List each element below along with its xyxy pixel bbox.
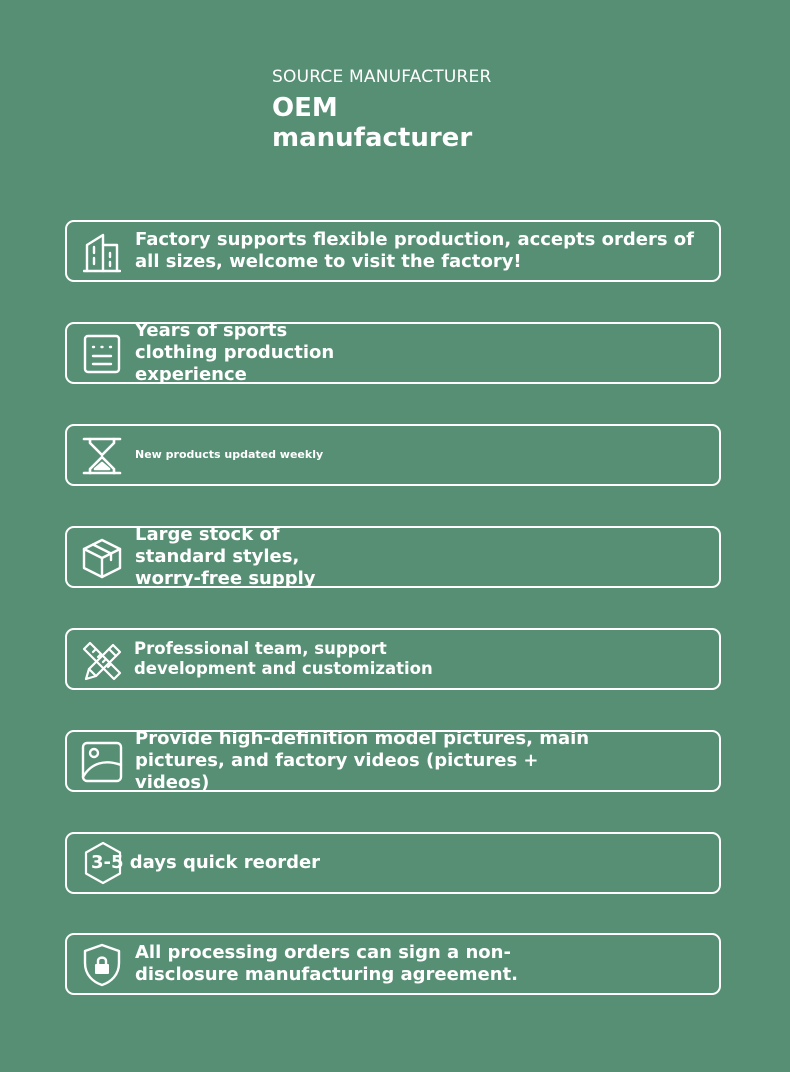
feature-text: All processing orders can sign a non-disclosure manufacturing agreement. (135, 942, 519, 985)
feature-text: Provide high-definition model pictures, main pictures, and factory videos (pictures + videos) (135, 728, 590, 793)
package-box-icon (80, 538, 124, 578)
image-icon (80, 742, 124, 782)
page-title (272, 93, 632, 153)
feature-card-reorder (65, 832, 721, 894)
feature-text: 3-5 days quick reorder (91, 852, 321, 873)
feature-text: New products updated weekly (135, 448, 324, 461)
feature-card-stock (65, 526, 721, 588)
feature-text: Large stock of standard styles, worry-free supply (135, 524, 316, 589)
hourglass-icon (80, 436, 124, 476)
clipboard-icon (80, 334, 124, 374)
shield-lock-icon (80, 945, 124, 985)
feature-text: Factory supports flexible production, accepts orders of all sizes, welcome to visit the factory! (135, 229, 695, 272)
header (272, 66, 632, 153)
feature-card-weekly-updates (65, 424, 721, 486)
feature-card-experience (65, 322, 721, 384)
feature-card-nda (65, 933, 721, 995)
title-line-1: OEM (272, 93, 338, 123)
feature-card-team (65, 628, 721, 690)
feature-text: Professional team, support development and customization (134, 639, 433, 678)
building-icon (80, 232, 124, 272)
eyebrow-label: SOURCE MANUFACTURER (272, 67, 492, 87)
pencil-ruler-icon (80, 640, 124, 680)
title-line-2: manufacturer (272, 123, 473, 153)
feature-card-flexible-production (65, 220, 721, 282)
feature-card-media (65, 730, 721, 792)
feature-text: Years of sports clothing production experience (135, 320, 335, 385)
